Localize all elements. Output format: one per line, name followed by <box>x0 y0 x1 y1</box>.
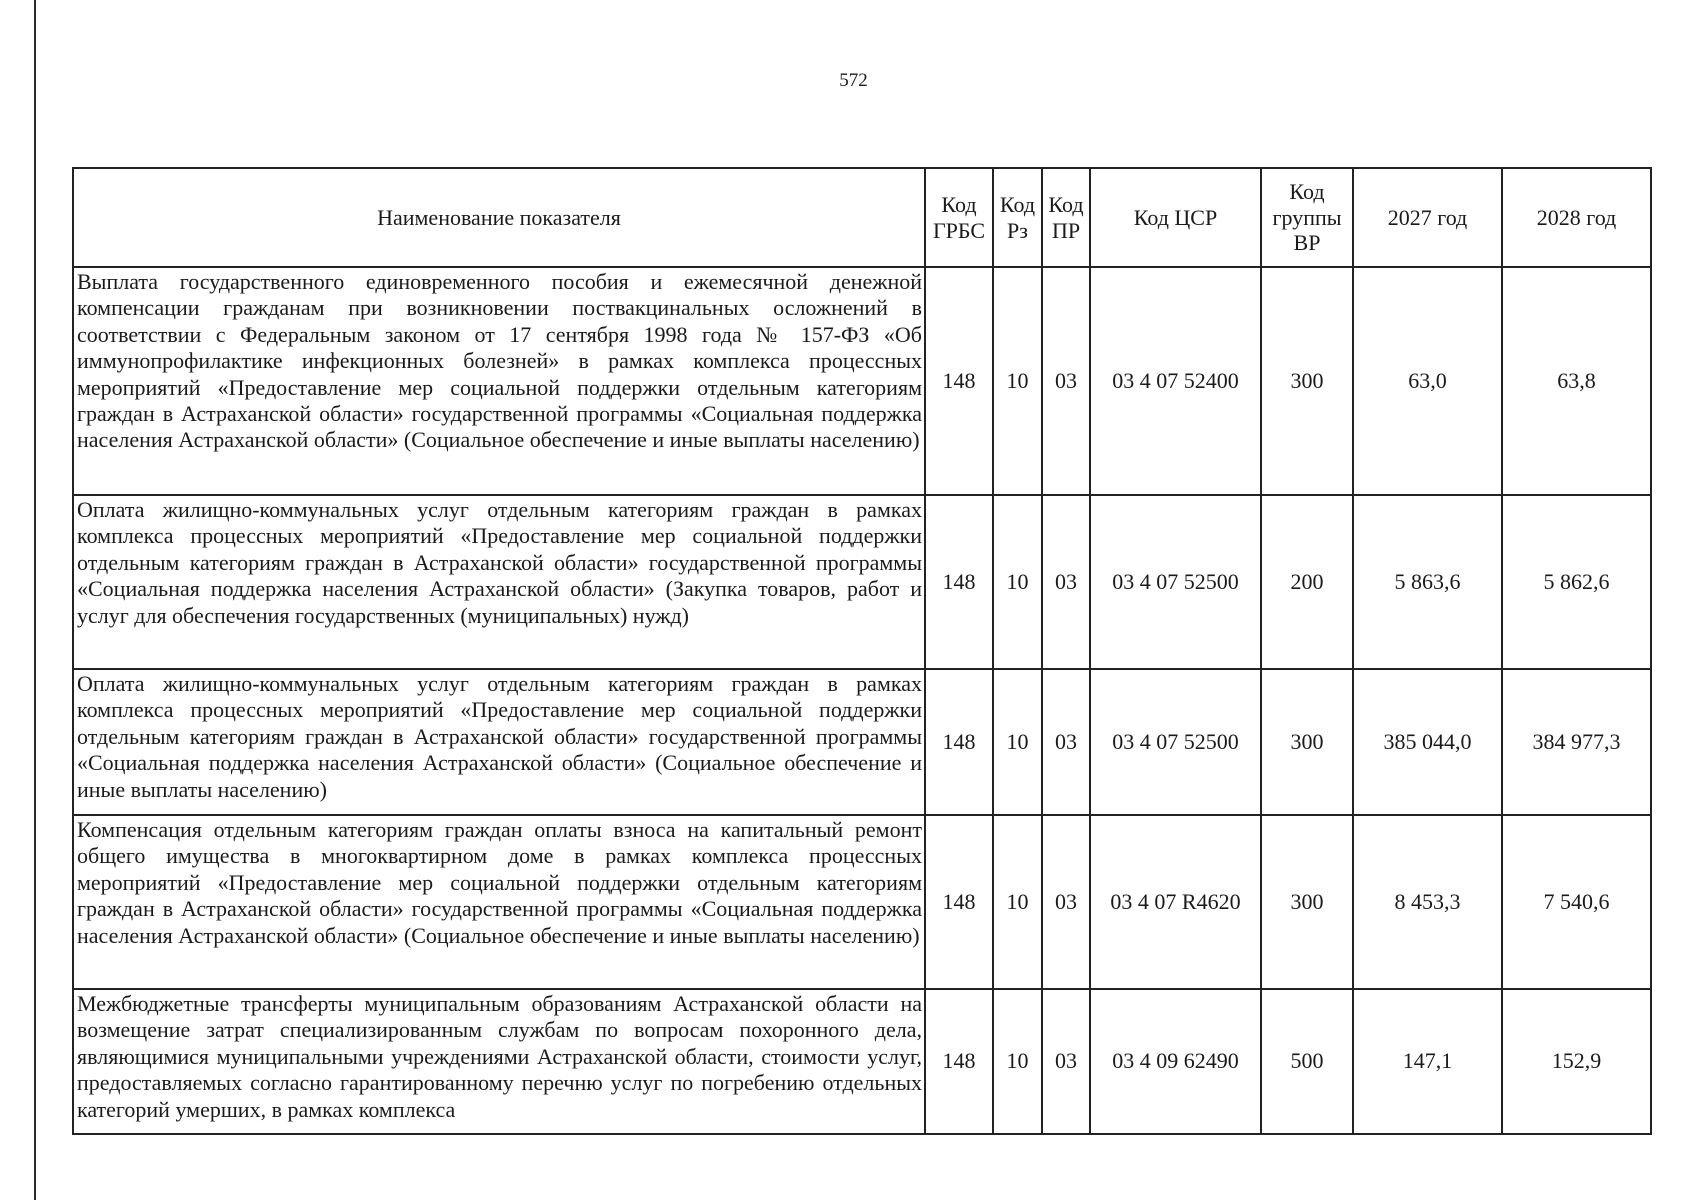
pr-cell: 03 <box>1042 495 1090 669</box>
amount-2028-cell: 7 540,6 <box>1502 815 1651 989</box>
grbs-cell: 148 <box>925 815 993 989</box>
table-row <box>73 669 1651 815</box>
header-2027: 2027 год <box>1353 168 1502 267</box>
header-2028: 2028 год <box>1502 168 1651 267</box>
csr-cell: 03 4 07 52500 <box>1090 495 1261 669</box>
pr-value: 03 <box>1055 1048 1077 1073</box>
header-pr: Код ПР <box>1042 168 1090 267</box>
header-vr: Код группы ВР <box>1261 168 1353 267</box>
amount-2028-cell <box>1502 989 1651 1134</box>
csr-cell: 03 4 07 R4620 <box>1090 815 1261 989</box>
table-row <box>73 815 1651 989</box>
csr-value: 03 4 09 62490 <box>1112 1048 1239 1073</box>
grbs-cell: 148 <box>925 495 993 669</box>
rz-cell: 10 <box>993 815 1042 989</box>
amount-2027-cell <box>1353 989 1502 1134</box>
rz-value: 10 <box>1006 1048 1029 1073</box>
rz-cell <box>993 989 1042 1134</box>
row-name-cell <box>73 989 925 1134</box>
vr-cell <box>1261 989 1353 1134</box>
csr-cell: 03 4 07 52400 <box>1090 267 1261 495</box>
page-margin-line <box>34 0 36 1200</box>
row-name-cell: Оплата жилищно-коммунальных услуг отдельным категориям граждан в рамках комплекса процессных мероприятий «Предоставление мер социальной поддержки отдельным категориям граждан в Астраханской области» государственной программы «Социальная поддержка населения Астраханской области» (Закупка товаров, работ и услуг для обеспечения государственных (муниципальных) нужд) <box>73 495 925 669</box>
page-number: 572 <box>839 70 868 91</box>
csr-cell: 03 4 07 52500 <box>1090 669 1261 815</box>
amount-2027-cell: 8 453,3 <box>1353 815 1502 989</box>
grbs-cell <box>925 989 993 1134</box>
grbs-cell: 148 <box>925 267 993 495</box>
header-rz: Код Рз <box>993 168 1042 267</box>
table-row <box>73 989 1651 1134</box>
rz-cell: 10 <box>993 267 1042 495</box>
budget-table <box>72 167 1652 1135</box>
header-name: Наименование показателя <box>73 168 925 267</box>
pr-cell <box>1042 989 1090 1134</box>
pr-cell: 03 <box>1042 669 1090 815</box>
vr-cell: 300 <box>1261 815 1353 989</box>
vr-cell: 300 <box>1261 267 1353 495</box>
csr-cell <box>1090 989 1261 1134</box>
table-header-row <box>73 168 1651 267</box>
table-row <box>73 267 1651 495</box>
amount-2028-cell: 384 977,3 <box>1502 669 1651 815</box>
header-csr: Код ЦСР <box>1090 168 1261 267</box>
header-grbs: Код ГРБС <box>925 168 993 267</box>
pr-cell: 03 <box>1042 815 1090 989</box>
amount-2027-cell: 5 863,6 <box>1353 495 1502 669</box>
row-name-cell: Компенсация отдельным категориям граждан оплаты взноса на капитальный ремонт общего имущества в многоквартирном доме в рамках комплекса процессных мероприятий «Предоставление мер социальной поддержки отдельным категориям граждан в Астраханской области» государственной программы «Социальная поддержка населения Астраханской области» (Социальное обеспечение и иные выплаты населению) <box>73 815 925 989</box>
grbs-value: 148 <box>942 1048 976 1073</box>
amount-2027-cell: 63,0 <box>1353 267 1502 495</box>
vr-value: 500 <box>1290 1048 1324 1073</box>
amount-2028-cell: 63,8 <box>1502 267 1651 495</box>
row-name-cell: Выплата государственного единовременного пособия и ежемесячной денежной компенсации гражданам при возникновении поствакцинальных осложнений в соответствии с Федеральным законом от 17 сентября 1998 года № 157-ФЗ «Об иммунопрофилактике инфекционных болезней» в рамках комплекса процессных мероприятий «Предоставление мер социальной поддержки отдельным категориям граждан в Астраханской области» государственной программы «Социальная поддержка населения Астраханской области» (Социальное обеспечение и иные выплаты населению) <box>73 267 925 495</box>
amount-2028-cell: 5 862,6 <box>1502 495 1651 669</box>
amount-2027-cell: 385 044,0 <box>1353 669 1502 815</box>
vr-cell: 200 <box>1261 495 1353 669</box>
amount-2027-value: 147,1 <box>1402 1048 1453 1073</box>
rz-cell: 10 <box>993 495 1042 669</box>
table-row <box>73 495 1651 669</box>
grbs-cell: 148 <box>925 669 993 815</box>
vr-cell: 300 <box>1261 669 1353 815</box>
amount-2028-value: 152,9 <box>1551 1048 1602 1073</box>
pr-cell: 03 <box>1042 267 1090 495</box>
row-name-text: Межбюджетные трансферты муниципальным образованиям Астраханской области на возмещение затрат специализированным службам по вопросам похоронного дела, являющимися муниципальными учреждениями Астраханской области, стоимости услуг, предоставляемых согласно гарантированному перечню услуг по погребению отдельных категорий умерших, в рамках комплекса <box>77 991 922 1122</box>
rz-cell: 10 <box>993 669 1042 815</box>
row-name-cell: Оплата жилищно-коммунальных услуг отдельным категориям граждан в рамках комплекса процессных мероприятий «Предоставление мер социальной поддержки отдельным категориям граждан в Астраханской области» государственной программы «Социальная поддержка населения Астраханской области» (Социальное обеспечение и иные выплаты населению) <box>73 669 925 815</box>
